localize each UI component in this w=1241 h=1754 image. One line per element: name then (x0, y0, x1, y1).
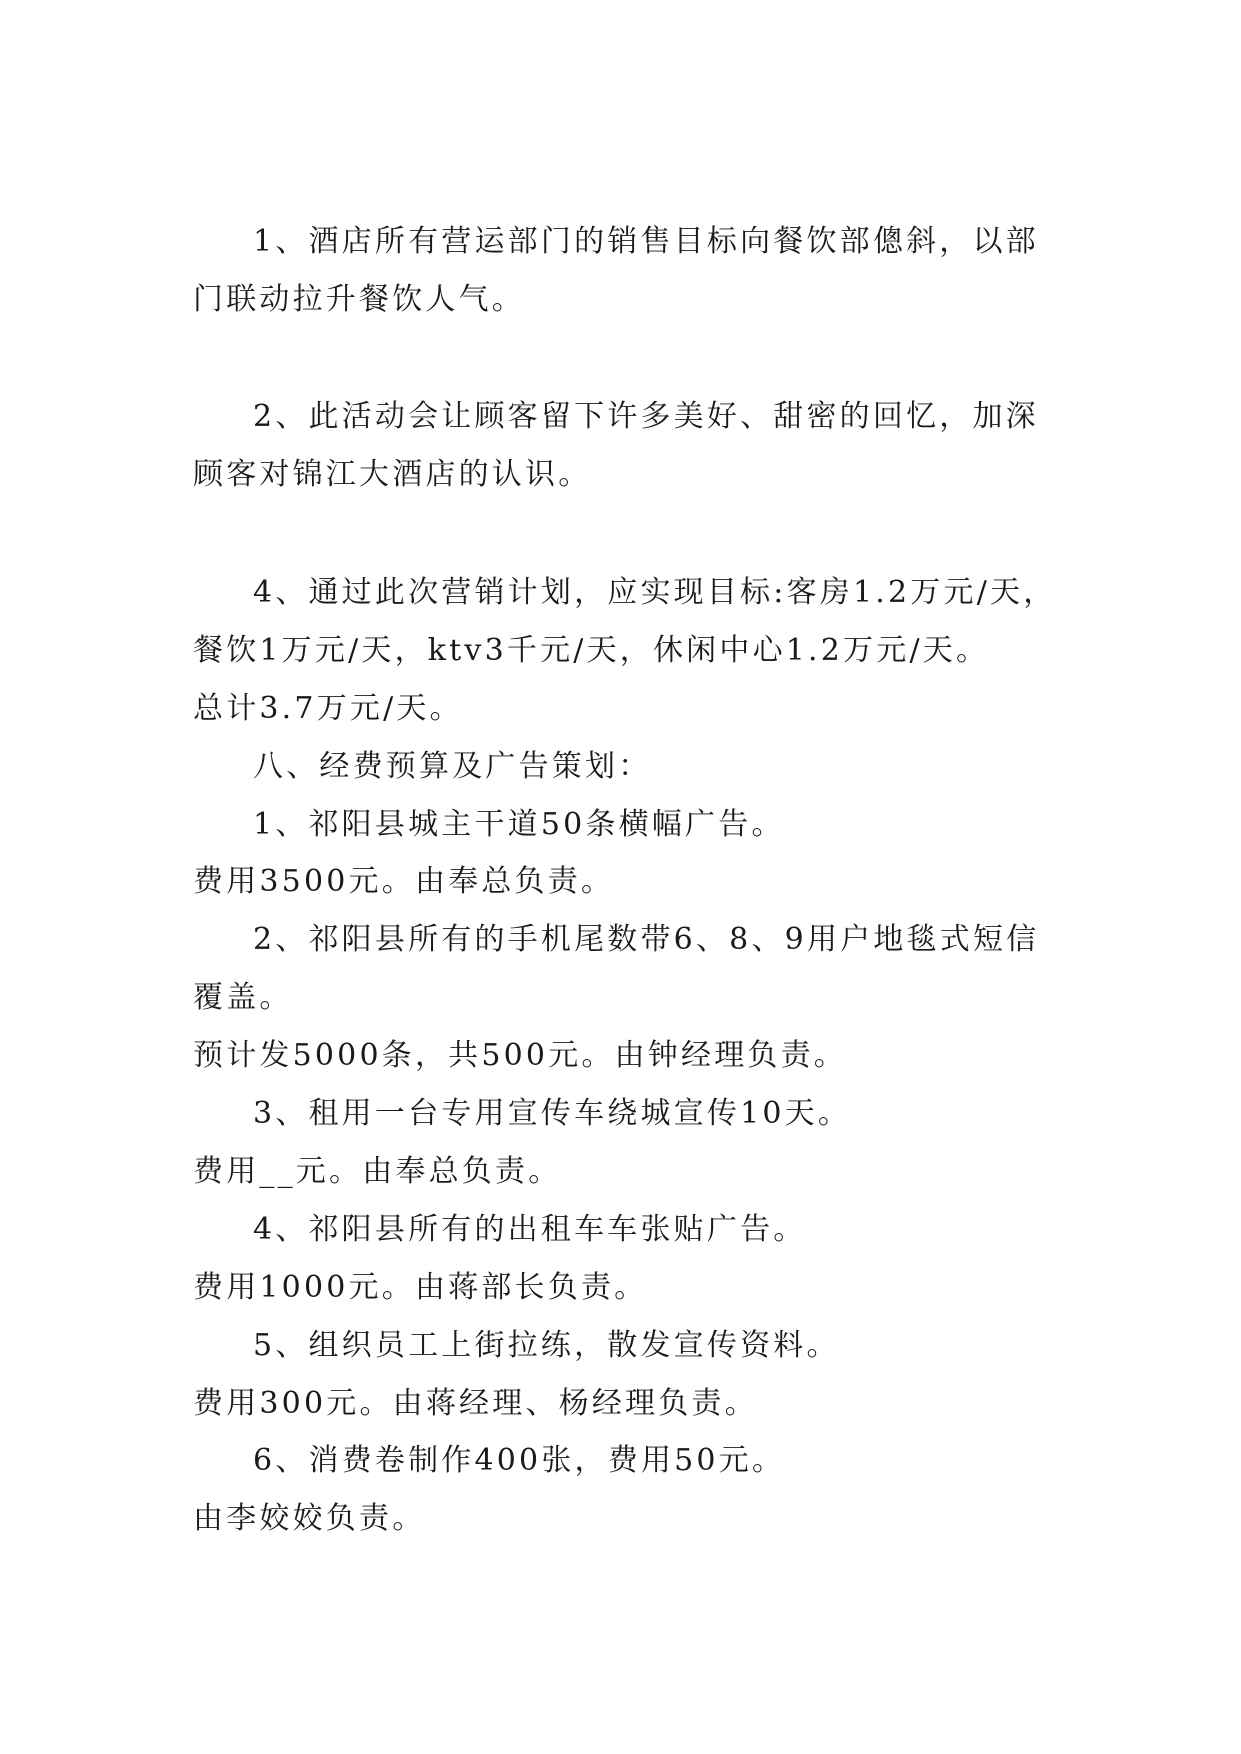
list-item: 3、租用一台专用宣传车绕城宣传10天。 (253, 1096, 852, 1131)
list-item: 4、祁阳县所有的出租车车张贴广告。 (253, 1212, 807, 1247)
list-item-detail: 费用1000元。由蒋部长负责。 (193, 1270, 648, 1305)
list-item: 6、消费卷制作400张，费用50元。 (253, 1443, 786, 1478)
paragraph-line: 4、通过此次营销计划，应实现目标:客房1.2万元/天， (253, 575, 1057, 610)
paragraph-line: 餐饮1万元/天，ktv3千元/天，休闲中心1.2万元/天。 (193, 633, 990, 668)
paragraph-line: 顾客对锦江大酒店的认识。 (193, 457, 592, 492)
paragraph-line: 门联动拉升餐饮人气。 (193, 282, 525, 317)
section-heading: 八、经费预算及广告策划： (253, 749, 652, 784)
paragraph-line: 1、酒店所有营运部门的销售目标向餐饮部傯斜，以部 (253, 224, 1039, 259)
list-item: 5、组织员工上街拉练，散发宣传资料。 (253, 1328, 840, 1363)
list-item: 覆盖。 (193, 980, 293, 1015)
paragraph-line: 2、此活动会让顾客留下许多美好、甜密的回忆，加深 (253, 399, 1039, 434)
list-item-detail: 费用3500元。由奉总负责。 (193, 864, 615, 899)
list-item: 1、祁阳县城主干道50条横幅广告。 (253, 807, 785, 842)
list-item-detail: 费用300元。由蒋经理、杨经理负责。 (193, 1386, 758, 1421)
list-item: 2、祁阳县所有的手机尾数带6、8、9用户地毯式短信 (253, 922, 1040, 957)
list-item-detail: 费用__元。由奉总负责。 (193, 1154, 562, 1189)
paragraph-line: 总计3.7万元/天。 (193, 691, 463, 726)
list-item-detail: 由李姣姣负责。 (193, 1501, 426, 1536)
list-item-detail: 预计发5000条，共500元。由钟经理负责。 (193, 1038, 848, 1073)
